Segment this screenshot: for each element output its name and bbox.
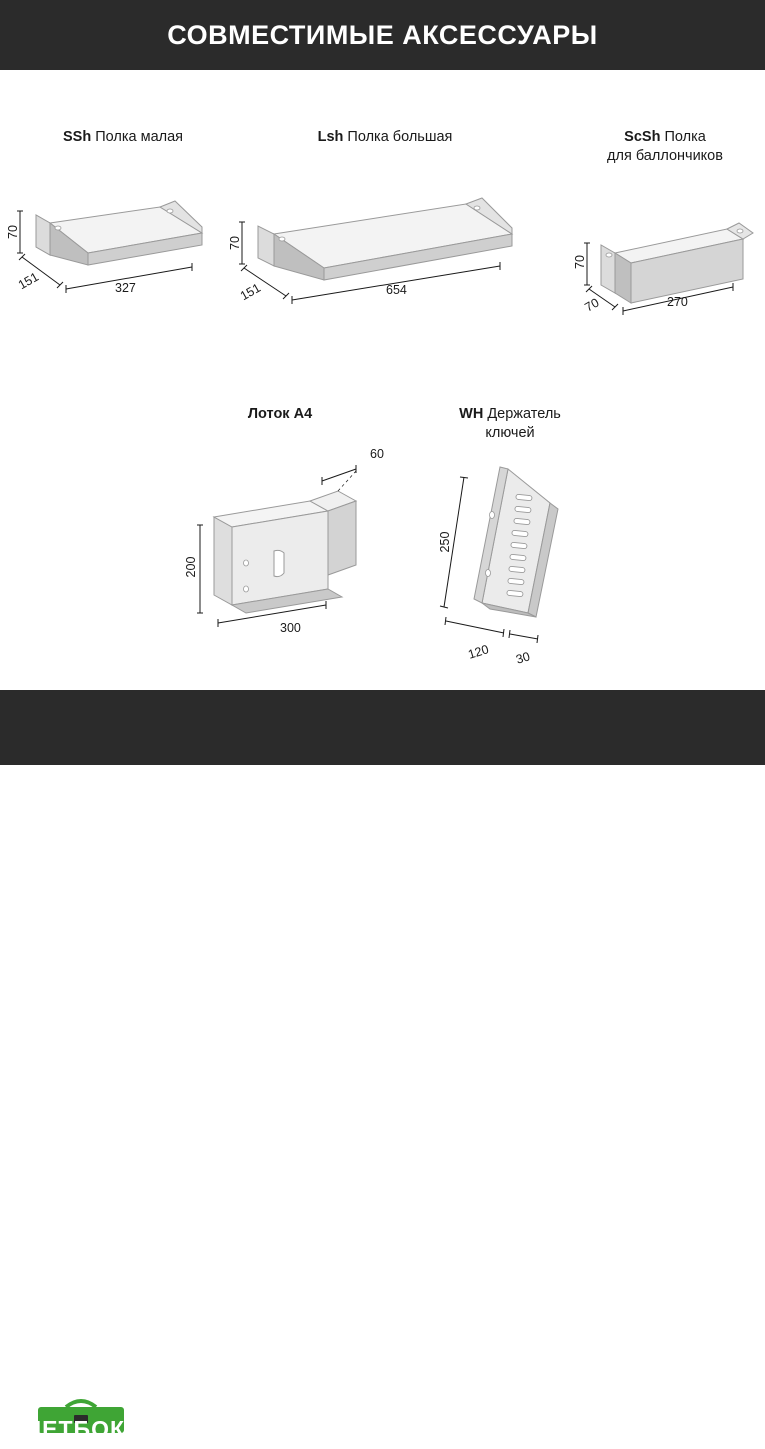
item-scsh-name: Полка <box>664 129 706 145</box>
item-tray-a4-code: Лоток <box>247 406 290 422</box>
item-ssh-code: SSh <box>62 129 92 145</box>
item-wh-dim-height: 250 <box>438 531 452 553</box>
item-ssh <box>18 128 228 147</box>
item-tray-a4-dim-width: 300 <box>280 621 301 635</box>
tray-a4-drawing <box>170 455 400 635</box>
brand-name: МЕТБОКС <box>22 1416 143 1442</box>
item-wh-code: WH <box>459 406 484 422</box>
item-wh-figure <box>420 455 610 667</box>
item-ssh-figure <box>6 195 220 320</box>
item-ssh-dim-height: 70 <box>6 225 20 239</box>
item-lsh-name: Полка большая <box>347 129 453 145</box>
shelf-large-drawing <box>228 190 538 320</box>
item-scsh-name-2: для баллончиков <box>607 147 723 164</box>
item-lsh-code: Lsh <box>317 129 344 145</box>
item-ssh-dim-width: 327 <box>115 281 136 295</box>
item-tray-a4-name: A4 <box>293 406 313 422</box>
item-tray-a4-figure <box>170 447 400 635</box>
item-scsh-dim-width: 270 <box>667 295 688 309</box>
item-tray-a4 <box>180 405 380 424</box>
item-tray-a4-dim-depth: 60 <box>370 447 384 461</box>
item-scsh-dim-height: 70 <box>573 255 587 269</box>
item-scsh-code: ScSh <box>624 129 661 145</box>
item-tray-a4-dim-height: 200 <box>184 556 198 578</box>
item-wh-caption <box>410 405 610 443</box>
item-lsh-dim-height: 70 <box>228 236 242 250</box>
item-lsh-dim-width: 654 <box>386 283 407 297</box>
item-wh-name: Держатель <box>487 406 561 422</box>
item-ssh-name: Полка малая <box>95 129 184 145</box>
page-footer <box>0 690 765 1442</box>
item-wh-dim-width: 120 <box>466 642 491 662</box>
item-scsh <box>570 128 760 166</box>
item-scsh-figure <box>575 195 760 325</box>
item-ssh-caption <box>18 128 228 147</box>
item-ssh-dim-depth: 151 <box>15 269 41 293</box>
item-scsh-caption <box>570 128 760 166</box>
item-lsh-figure <box>228 190 538 320</box>
item-wh-name-2: ключей <box>485 424 535 441</box>
item-lsh <box>250 128 520 147</box>
page-title: СОВМЕСТИМЫЕ АКСЕССУАРЫ <box>167 19 598 50</box>
item-lsh-dim-depth: 151 <box>237 280 263 304</box>
item-scsh-dim-depth: 70 <box>582 295 602 315</box>
accessories-diagram <box>0 70 765 690</box>
item-wh <box>410 405 610 443</box>
item-tray-a4-caption <box>180 405 380 424</box>
shelf-small-drawing <box>10 195 220 320</box>
item-lsh-caption <box>250 128 520 147</box>
page-header <box>0 0 765 70</box>
item-wh-dim-thickness: 30 <box>514 649 532 667</box>
